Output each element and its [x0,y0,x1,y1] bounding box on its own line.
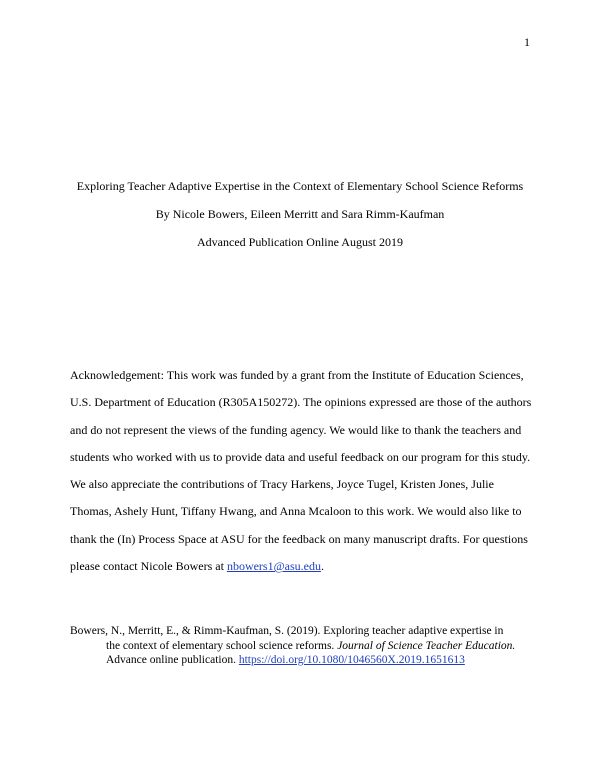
journal-name: Journal of Science Teacher Education. [337,639,516,652]
acknowledgement-line: Thomas, Ashely Hunt, Tiffany Hwang, and Anna Mcaloon to this work. We would also like to [70,504,522,519]
acknowledgement-line: students who worked with us to provide data and useful feedback on our program for this study. [70,449,531,464]
citation-text: the context of elementary school science reforms. [106,639,338,652]
publication-note: Advanced Publication Online August 2019 [197,235,403,249]
citation-line-1: Bowers, N., Merritt, E., & Rimm-Kaufman, S. (2019). Exploring teacher adaptive expertise in [70,625,504,637]
citation-block [70,624,540,668]
doi-link[interactable]: https://doi.org/10.1080/1046560X.2019.1651613 [238,654,465,666]
citation-text: Advance online publication. [106,654,239,666]
paper-authors: By Nicole Bowers, Eileen Merritt and Sara Rimm-Kaufman [155,207,445,221]
acknowledgement-line: thank the (In) Process Space at ASU for the feedback on many manuscript drafts. For questions [70,531,528,546]
acknowledgement-line: We also appreciate the contributions of Tracy Harkens, Joyce Tugel, Kristen Jones, Julie [70,477,494,492]
citation-line-3 [70,653,540,668]
acknowledgement-line: Acknowledgement: This work was funded by a grant from the Institute of Education Sciences, [70,368,524,382]
page-number: 1 [524,35,530,49]
citation-line-2 [70,639,540,654]
acknowledgement-contact-line [70,557,550,584]
contact-suffix: . [320,559,324,574]
acknowledgement-line: and do not represent the views of the funding agency. We would like to thank the teachers and [70,422,522,437]
acknowledgement-paragraph [70,366,550,584]
paper-title: Exploring Teacher Adaptive Expertise in the Context of Elementary School Science Reforms [76,179,524,193]
contact-prefix: please contact Nicole Bowers at [70,559,227,574]
title-block [0,177,600,261]
email-link[interactable]: nbowers1@asu.edu [226,559,321,574]
acknowledgement-line: U.S. Department of Education (R305A150272). The opinions expressed are those of the authors [70,395,532,410]
